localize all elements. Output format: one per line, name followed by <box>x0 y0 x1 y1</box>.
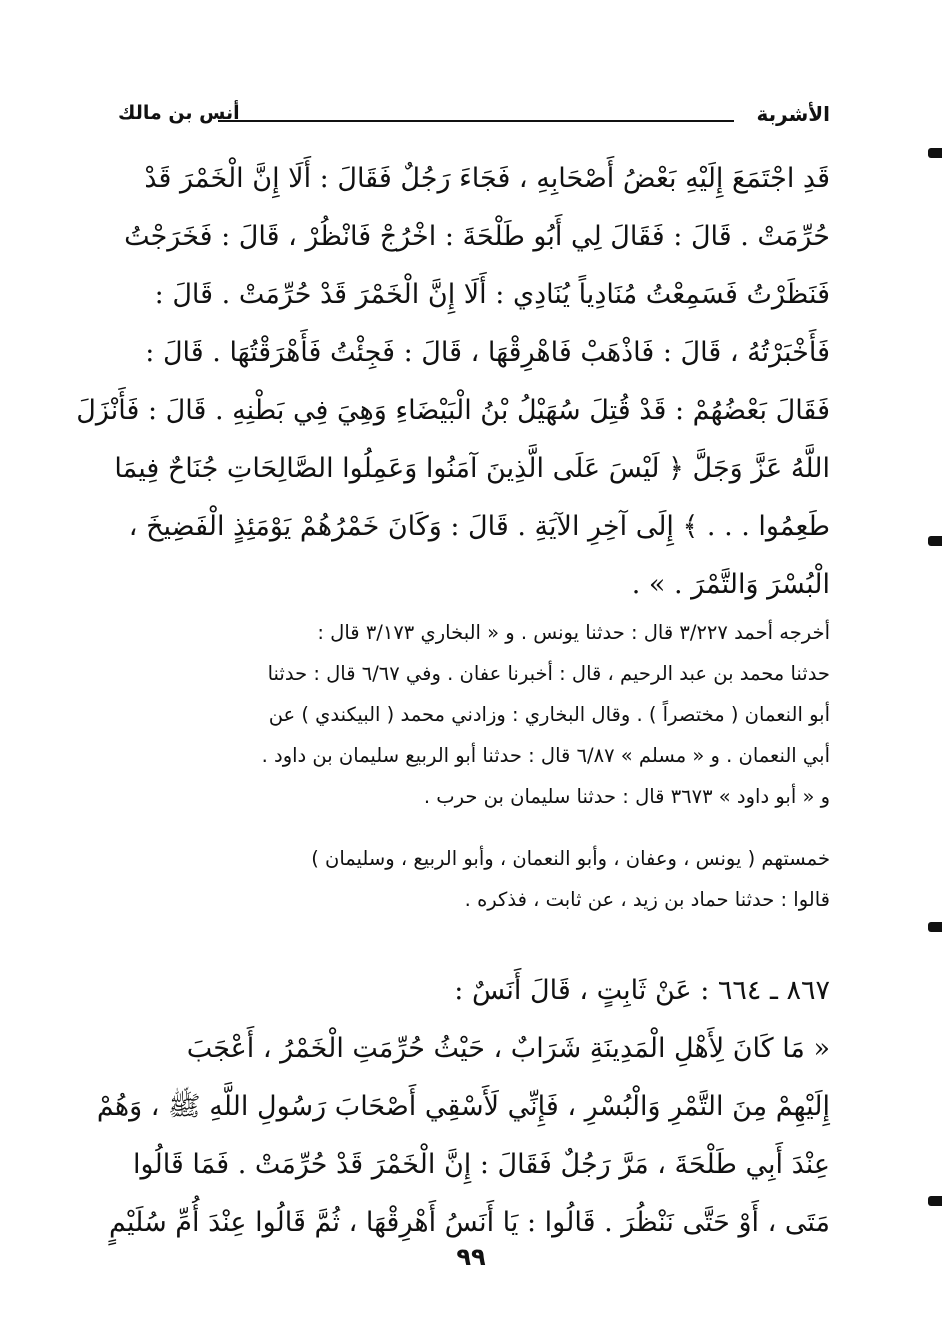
text-line: فَقَالَ بَعْضُهُمْ : قَدْ قُتِلَ سُهَيْلُ بْنُ الْبَيْضَاءِ وَهِيَ فِي بَطْنِهِ . قَالَ : فَأَنْزَلَ <box>76 395 830 426</box>
note-line: خمستهم ( يونس ، وعفان ، وأبو النعمان ، وأبو الربيع ، وسليمان ) <box>311 847 830 870</box>
hadith-heading: ٨٦٧ ـ ٦٦٤ : عَنْ ثَابِتٍ ، قَالَ أَنَسٌ : <box>454 975 830 1006</box>
text-line: فَأَخْبَرْتُهُ ، قَالَ : فَاذْهَبْ فَاهْرِقْهَا ، قَالَ : فَجِئْتُ فَأَهْرَقْتُهَا . قَالَ : <box>145 337 830 368</box>
text-line: فَنَظَرْتُ فَسَمِعْتُ مُنَادِياً يُنَادِي : أَلَا إِنَّ الْخَمْرَ قَدْ حُرِّمَتْ . قَالَ : <box>154 279 830 310</box>
text-line: حُرِّمَتْ . قَالَ : فَقَالَ لِي أَبُو طَلْحَةَ : اخْرُجْ فَانْظُرْ ، قَالَ : فَخَرَجْتُ <box>124 221 830 252</box>
author-name: أنس بن مالك <box>118 102 240 124</box>
note-line: أبي النعمان . و « مسلم » ٦/٨٧ قال : حدثنا أبو الربيع سليمان بن داود . <box>261 744 830 767</box>
note-line: أخرجه أحمد ٣/٢٢٧ قال : حدثنا يونس . و « البخاري ٣/١٧٣ قال : <box>317 621 830 644</box>
text-line: عِنْدَ أَبِي طَلْحَةَ ، مَرَّ رَجُلٌ فَقَالَ : إِنَّ الْخَمْرَ قَدْ حُرِّمَتْ . فَمَا قَالُوا <box>133 1149 830 1180</box>
running-header <box>118 98 830 138</box>
edge-mark <box>928 148 942 158</box>
edge-mark <box>928 536 942 546</box>
text-line: اللَّهُ عَزَّ وَجَلَّ ﴿ لَيْسَ عَلَى الَّذِينَ آمَنُوا وَعَمِلُوا الصَّالِحَاتِ جُنَاحٌ فِيمَا <box>114 453 830 484</box>
note-line: قالوا : حدثنا حماد بن زيد ، عن ثابت ، فذكره . <box>464 888 830 911</box>
hadith-continued-text <box>76 150 830 614</box>
text-line: طَعِمُوا . . . ﴾ إِلَى آخِرِ الآيَةِ . قَالَ : وَكَانَ خَمْرُهُمْ يَوْمَئِذٍ الْفَضِيخَ ، <box>128 511 830 542</box>
header-rule <box>218 120 734 122</box>
edge-mark <box>928 922 942 932</box>
note-line: و « أبو داود » ٣٦٧٣ قال : حدثنا سليمان بن حرب . <box>423 785 830 808</box>
hadith-new-text <box>96 962 830 1252</box>
takhrij-footnote <box>112 612 830 817</box>
page-number: ٩٩ <box>456 1243 486 1271</box>
note-line: أبو النعمان ( مختصراً ) . وقال البخاري : وزادني محمد ( البيكندي ) عن <box>268 703 830 726</box>
chain-note <box>112 838 830 920</box>
section-title: الأشربة <box>756 102 830 126</box>
text-line: « مَا كَانَ لِأَهْلِ الْمَدِينَةِ شَرَابٌ ، حَيْثُ حُرِّمَتِ الْخَمْرُ ، أَعْجَبَ <box>186 1033 830 1064</box>
text-line: مَتَى ، أَوْ حَتَّى نَنْظُرَ . قَالُوا : يَا أَنَسُ أَهْرِقْهَا ، ثُمَّ قَالُوا عِنْدَ أُمِّ سُلَيْمٍ <box>109 1207 830 1238</box>
text-line: قَدِ اجْتَمَعَ إِلَيْهِ بَعْضُ أَصْحَابِهِ ، فَجَاءَ رَجُلٌ فَقَالَ : أَلَا إِنَّ الْخَمْرَ قَدْ <box>144 163 830 194</box>
edge-mark <box>928 1196 942 1206</box>
text-line: الْبُسْرَ وَالتَّمْرَ . » . <box>631 569 830 600</box>
text-line: إِلَيْهِمْ مِنَ التَّمْرِ وَالْبُسْرِ ، فَإِنِّي لَأَسْقِي أَصْحَابَ رَسُولِ اللَّهِ ﷺ ، وَهُمْ <box>96 1091 830 1122</box>
note-line: حدثنا محمد بن عبد الرحيم ، قال : أخبرنا عفان . وفي ٦/٦٧ قال : حدثنا <box>267 662 830 685</box>
